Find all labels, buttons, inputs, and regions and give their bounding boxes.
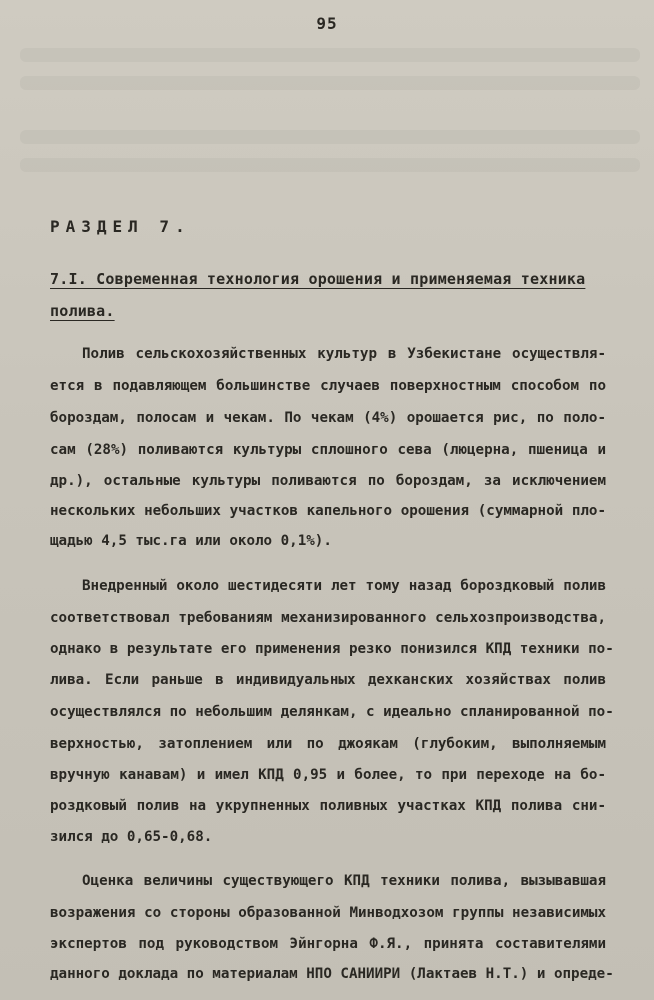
paragraph-3-line: Оценка величины существующего КПД техники полива, вызывавшая [82,873,606,889]
paragraph-2-line: осуществлялся по небольшим делянкам, с идеально спланированной по- [50,704,614,720]
paragraph-2-line: вручную канавам) и имел КПД 0,95 и более, то при переходе на бо- [50,767,606,783]
paragraph-2-line: роздковый полив на укрупненных поливных участках КПД полива сни- [50,798,606,814]
show-through-line [20,158,640,172]
paragraph-1-line: ется в подавляющем большинстве случаев поверхностным способом по [50,378,606,394]
paragraph-2-line: Внедренный около шестидесяти лет тому назад бороздковый полив [82,578,606,594]
paragraph-2-line: зился до 0,65-0,68. [50,829,213,845]
paragraph-1-line: сам (28%) поливаются культуры сплошного сева (люцерна, пшеница и [50,442,606,458]
show-through-line [20,76,640,90]
paragraph-2-line: верхностью, затоплением или по джоякам (глубоким, выполняемым [50,736,606,752]
page-number: 95 [316,14,338,33]
paragraph-3-line: данного доклада по материалам НПО САНИИРИ (Лактаев Н.Т.) и опреде- [50,966,614,982]
paragraph-1-line: бороздам, полосам и чекам. По чекам (4%) орошается рис, по поло- [50,410,606,426]
paragraph-1-line: др.), остальные культуры поливаются по бороздам, за исключением [50,473,606,489]
paragraph-2-line: соответствовал требованиям механизированного сельхозпроизводства, [50,610,606,626]
paragraph-1-line: щадью 4,5 тыс.га или около 0,1%). [50,533,332,549]
paragraph-2-line: лива. Если раньше в индивидуальных дехканских хозяйствах полив [50,672,606,688]
paragraph-3-line: возражения со стороны образованной Минводхозом группы независимых [50,905,606,921]
paragraph-2-line: однако в результате его применения резко понизился КПД техники по- [50,641,614,657]
paragraph-1-line: нескольких небольших участков капельного орошения (суммарной пло- [50,503,606,519]
subsection-title-line-1: 7.I. Современная технология орошения и применяемая техника [50,270,586,288]
paragraph-1-line: Полив сельскохозяйственных культур в Узбекистане осуществля- [82,346,606,362]
subsection-title-line-2: полива. [50,302,115,320]
paragraph-3-line: экспертов под руководством Эйнгорна Ф.Я., принята составителями [50,936,606,952]
section-heading: РАЗДЕЛ 7. [50,217,191,236]
show-through-line [20,48,640,62]
show-through-line [20,130,640,144]
